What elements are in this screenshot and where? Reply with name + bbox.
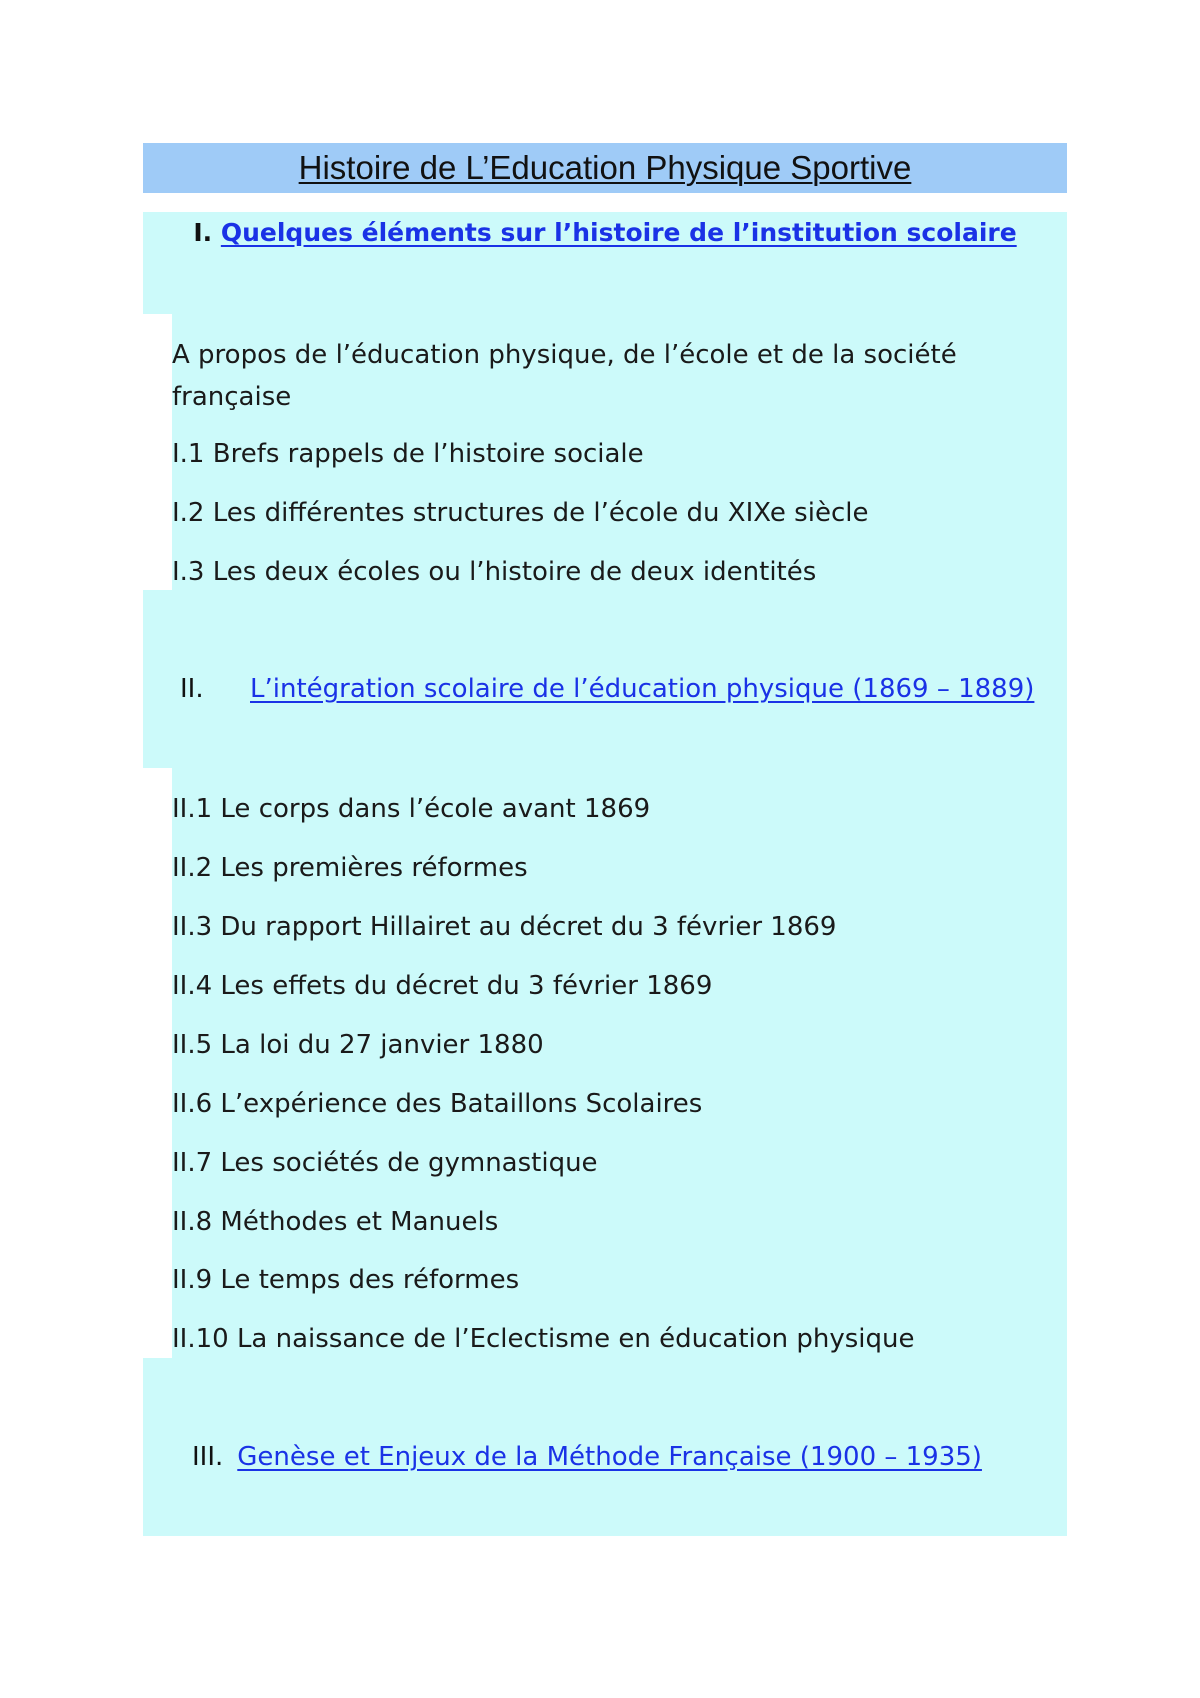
section-1-item-1: I.1 Brefs rappels de l’histoire sociale	[172, 439, 644, 469]
section-1-number: I.	[193, 218, 213, 247]
section-1-item-3: I.3 Les deux écoles ou l’histoire de deux identités	[172, 557, 817, 587]
section-1-intro-line-2: française	[172, 382, 292, 412]
section-2-item-8: II.8 Méthodes et Manuels	[172, 1207, 499, 1237]
section-1-heading	[143, 218, 1067, 247]
section-3-number: III.	[192, 1442, 224, 1472]
section-2-link[interactable]: L’intégration scolaire de l’éducation physique (1869 – 1889)	[250, 674, 1035, 704]
title-bar	[143, 143, 1067, 193]
section-2-item-6: II.6 L’expérience des Bataillons Scolaires	[172, 1089, 703, 1119]
section-2-item-1: II.1 Le corps dans l’école avant 1869	[172, 794, 651, 824]
section-1-item-2: I.2 Les différentes structures de l’école du XIXe siècle	[172, 498, 869, 528]
section-2-item-3: II.3 Du rapport Hillairet au décret du 3 février 1869	[172, 912, 837, 942]
section-1-intro-line-1: A propos de l’éducation physique, de l’école et de la société	[172, 340, 957, 370]
section-3-link[interactable]: Genèse et Enjeux de la Méthode Française (1900 – 1935)	[237, 1442, 982, 1472]
section-2-item-2: II.2 Les premières réformes	[172, 853, 528, 883]
section-2-item-7: II.7 Les sociétés de gymnastique	[172, 1148, 598, 1178]
section-2-heading	[180, 674, 1034, 704]
section-3-heading	[192, 1442, 982, 1472]
page-title: Histoire de L’Education Physique Sportive	[298, 149, 912, 186]
section-2-item-5: II.5 La loi du 27 janvier 1880	[172, 1030, 544, 1060]
section-2-item-10: II.10 La naissance de l’Eclectisme en éducation physique	[172, 1324, 915, 1354]
section-2-item-4: II.4 Les effets du décret du 3 février 1869	[172, 971, 713, 1001]
section-1-link[interactable]: Quelques éléments sur l’histoire de l’institution scolaire	[220, 218, 1017, 247]
section-2-number: II.	[180, 674, 204, 704]
section-2-item-9: II.9 Le temps des réformes	[172, 1265, 520, 1295]
